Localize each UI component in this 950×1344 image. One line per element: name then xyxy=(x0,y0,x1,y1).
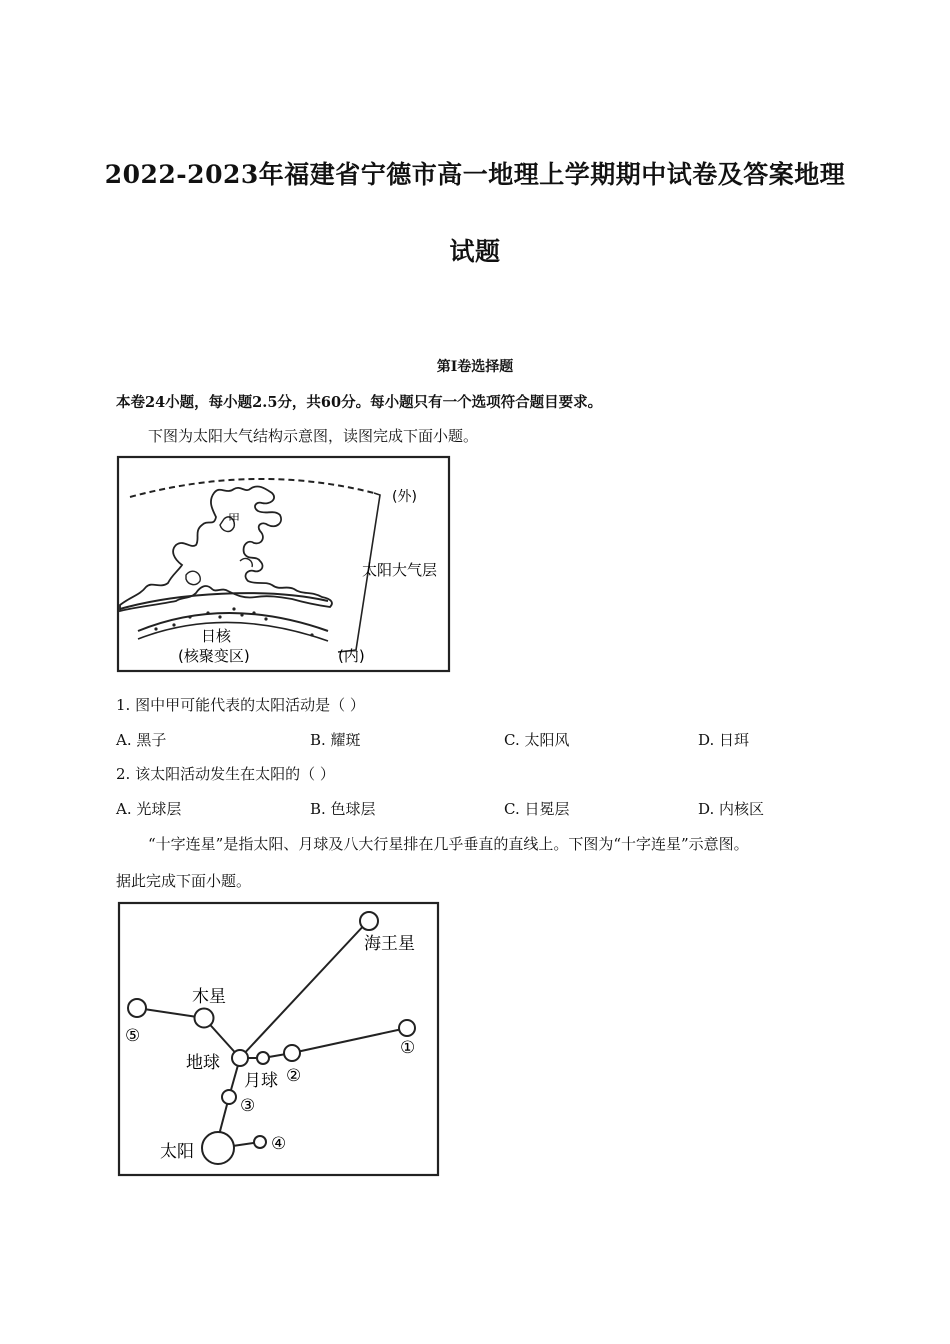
planet-2-circle xyxy=(284,1045,300,1061)
document-title-line2: 试题 xyxy=(449,237,501,266)
label-core: 日核 xyxy=(201,627,232,645)
question-1-option-c: C. 太阳风 xyxy=(504,731,570,749)
label-1: ① xyxy=(400,1038,416,1058)
question-1-option-b: B. 耀斑 xyxy=(310,731,361,749)
label-core-sub: (核聚变区) xyxy=(178,647,250,665)
label-moon: 月球 xyxy=(244,1071,278,1091)
planet-1-circle xyxy=(399,1020,415,1036)
label-4: ④ xyxy=(271,1134,287,1154)
moon-circle xyxy=(257,1052,269,1064)
planet-5-circle xyxy=(128,999,146,1017)
label-5: ⑤ xyxy=(125,1026,141,1046)
label-2: ② xyxy=(286,1066,302,1086)
label-inner: (内) xyxy=(338,647,365,665)
intro-text-2-line2: 据此完成下面小题。 xyxy=(116,872,252,890)
question-1-stem: 1. 图中甲可能代表的太阳活动是（ ） xyxy=(116,696,365,714)
label-outer: (外) xyxy=(392,489,417,505)
label-sun: 太阳 xyxy=(160,1142,194,1162)
planet-alignment-figure xyxy=(116,901,442,1179)
earth-circle xyxy=(232,1050,248,1066)
solar-atmosphere-figure xyxy=(116,455,456,680)
label-jia: 甲 xyxy=(228,512,241,526)
label-jupiter: 木星 xyxy=(192,987,226,1007)
intro-text-1: 下图为太阳大气结构示意图，读图完成下面小题。 xyxy=(148,427,479,445)
question-2-option-d: D. 内核区 xyxy=(698,800,765,818)
label-atmosphere: 太阳大气层 xyxy=(362,561,438,579)
question-2-option-c: C. 日冕层 xyxy=(504,800,570,818)
intro-text-2-line1: “十字连星”是指太阳、月球及八大行星排在几乎垂直的直线上。下图为“十字连星”示意图。 xyxy=(148,835,749,853)
jupiter-circle xyxy=(195,1009,214,1028)
document-title-line1: 2022-2023年福建省宁德市高一地理上学期期中试卷及答案地理 xyxy=(104,160,846,189)
question-2-option-b: B. 色球层 xyxy=(310,800,376,818)
planet-4-circle xyxy=(254,1136,266,1148)
question-1-option-a: A. 黑子 xyxy=(116,731,167,749)
neptune-circle xyxy=(360,912,378,930)
label-earth: 地球 xyxy=(186,1053,220,1073)
instruction-text: 本卷24小题，每小题2.5分，共60分。每小题只有一个选项符合题目要求。 xyxy=(116,394,603,411)
question-2-option-a: A. 光球层 xyxy=(116,800,182,818)
sun-circle xyxy=(202,1132,234,1164)
label-neptune: 海王星 xyxy=(364,934,415,954)
question-1-option-d: D. 日珥 xyxy=(698,731,750,749)
planet-3-circle xyxy=(222,1090,236,1104)
question-2-stem: 2. 该太阳活动发生在太阳的（ ） xyxy=(116,765,335,783)
section-heading: 第Ⅰ卷选择题 xyxy=(436,359,514,375)
label-3: ③ xyxy=(240,1096,256,1116)
